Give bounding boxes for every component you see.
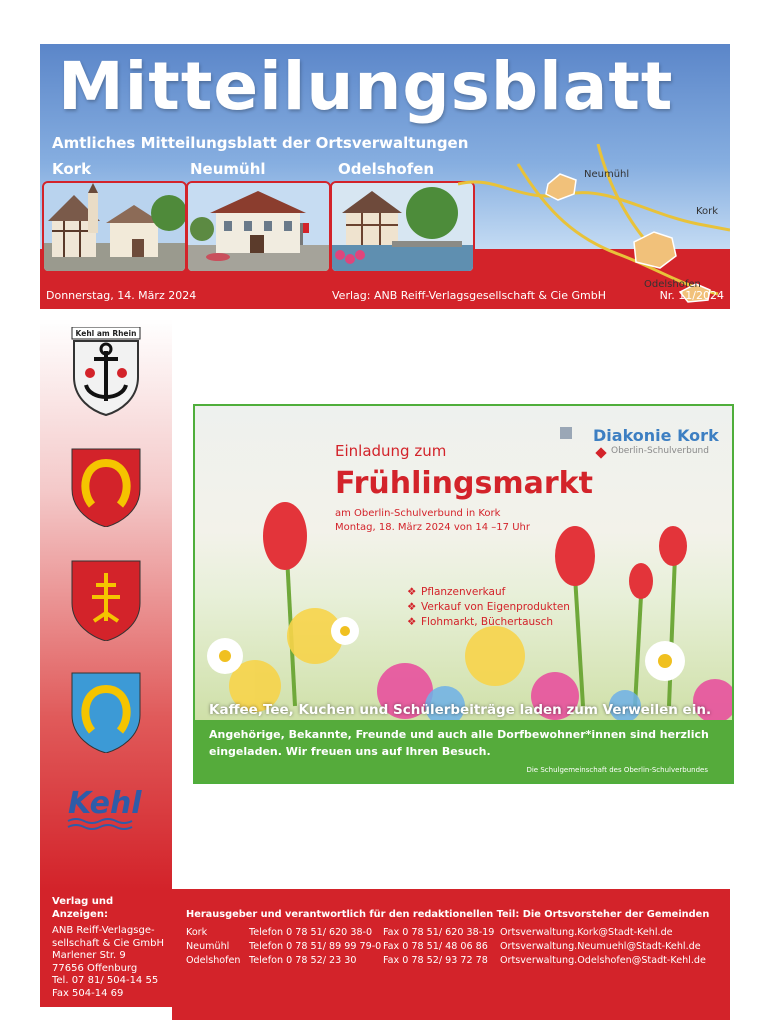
masthead-subtitle: Amtliches Mitteilungsblatt der Ortsverwaltungen <box>52 134 469 152</box>
publisher-line-1: ANB Reiff-Verlagsge- <box>52 925 155 936</box>
cross-red-crest-icon <box>68 559 144 641</box>
kehl-logo <box>64 779 140 839</box>
event-location-time <box>335 507 635 535</box>
issue-number: Nr. 11/2024 <box>659 289 724 302</box>
flower-image <box>195 406 732 720</box>
photo-kork <box>42 181 187 273</box>
photo-neumuehl <box>186 181 331 273</box>
invitation-label: Einladung zum <box>335 442 447 460</box>
map-label-odelshofen: Odelshofen <box>644 279 701 290</box>
contact-phone: Telefon 0 78 51/ 620 38-0 <box>249 927 373 938</box>
publisher-box-address <box>52 925 170 1000</box>
refreshments-banner: Kaffee,Tee, Kuchen und Schülerbeiträge laden zum Verweilen ein. <box>209 702 712 718</box>
contact-fax: Fax 0 78 51/ 48 06 86 <box>383 941 488 952</box>
contact-fax: Fax 0 78 51/ 620 38-19 <box>383 927 495 938</box>
contact-phone: Telefon 0 78 52/ 23 30 <box>249 955 357 966</box>
contact-fax: Fax 0 78 52/ 93 72 78 <box>383 955 488 966</box>
newsletter-page <box>40 44 730 1020</box>
contact-phone: Telefon 0 78 51/ 89 99 79-0 <box>249 941 382 952</box>
brand-subtitle: Oberlin-Schulverbund <box>611 446 709 456</box>
kehl-logo-text: Kehl <box>68 786 142 821</box>
event-advertisement <box>193 404 734 784</box>
bullet-icon: ❖ <box>407 601 417 613</box>
crest-caption: Kehl am Rhein <box>75 329 137 338</box>
issue-date: Donnerstag, 14. März 2024 <box>46 289 197 302</box>
invitation-text: Angehörige, Bekannte, Freunde und auch alle Dorfbewohner*innen sind herzlich eingeladen. Wir freuen uns auf Ihren Besuch. <box>209 728 709 758</box>
bullet-item-2: ❖ Verkauf von Eigenprodukten <box>407 601 570 613</box>
place-label-kork: Kork <box>52 160 92 178</box>
map-label-kork: Kork <box>696 206 719 217</box>
editor-contacts <box>172 889 730 1020</box>
photo-odelshofen <box>330 181 475 273</box>
invitation-footer <box>195 720 732 782</box>
sidebar <box>40 319 172 999</box>
event-time: Montag, 18. März 2024 von 14 –17 Uhr <box>335 522 530 533</box>
event-location: am Oberlin-Schulverbund in Kork <box>335 508 501 519</box>
publisher-line-6: Fax 504-14 69 <box>52 987 124 999</box>
bullet-icon: ❖ <box>407 616 417 628</box>
map-graphic <box>458 144 730 304</box>
contact-place: Kork <box>186 927 208 938</box>
publisher-line-3: Marlener Str. 9 <box>52 950 126 961</box>
publisher-box <box>40 889 172 1007</box>
publisher-line-4: 77656 Offenburg <box>52 962 138 974</box>
anchor-crest-icon <box>68 327 144 417</box>
contact-place: Odelshofen <box>186 955 241 966</box>
place-label-odelshofen: Odelshofen <box>338 160 435 178</box>
contact-email[interactable]: Ortsverwaltung.Neumuehl@Stadt-Kehl.de <box>500 941 701 952</box>
event-title: Frühlingsmarkt <box>335 466 593 501</box>
publisher-box-title: Verlag und Anzeigen: <box>52 896 114 920</box>
publisher-line: Verlag: ANB Reiff-Verlagsgesellschaft & Cie GmbH <box>332 289 606 302</box>
publisher-line-2: sellschaft & Cie GmbH <box>52 937 164 949</box>
contact-email[interactable]: Ortsverwaltung.Kork@Stadt-Kehl.de <box>500 927 673 938</box>
map-label-neumuehl: Neumühl <box>584 169 630 180</box>
editor-heading: Herausgeber und verantwortlich für den redaktionellen Teil: Die Ortsvorsteher der Gemeinden <box>186 909 710 920</box>
bullet-item-1: ❖ Pflanzenverkauf <box>407 586 506 598</box>
horseshoe-red-crest-icon <box>68 447 144 527</box>
bullet-item-3: ❖ Flohmarkt, Büchertausch <box>407 616 554 628</box>
brand-name: Diakonie Kork <box>593 426 719 445</box>
masthead-title: Mitteilungsblatt <box>58 48 674 125</box>
masthead <box>40 44 730 309</box>
place-label-neumuehl: Neumühl <box>190 160 266 178</box>
publisher-line-5: Tel. 07 81/ 504-14 55 <box>52 975 159 986</box>
contact-place: Neumühl <box>186 941 230 952</box>
horseshoe-blue-crest-icon <box>68 671 144 753</box>
diakonie-square-icon <box>560 427 572 439</box>
bullet-icon: ❖ <box>407 586 417 598</box>
contact-email[interactable]: Ortsverwaltung.Odelshofen@Stadt-Kehl.de <box>500 955 706 966</box>
invitation-signature: Die Schulgemeinschaft des Oberlin-Schulverbundes <box>526 766 708 774</box>
